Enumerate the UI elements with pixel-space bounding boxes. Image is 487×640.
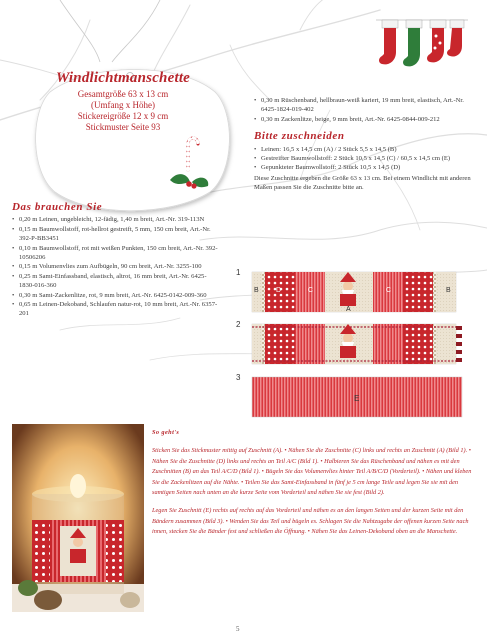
label-a: A <box>346 306 351 313</box>
diagram-step-3 <box>236 373 476 421</box>
tag-line: (Umfang x Höhe) <box>91 100 155 110</box>
list-item: • 0,30 m Zackenlitze, beige, 9 mm breit, Art.-Nr. 6425-0844-009-212 <box>254 115 472 124</box>
cut-list <box>254 145 472 173</box>
tag-line: Stickereigröße 12 x 9 cm <box>77 111 169 121</box>
label-b: B <box>446 287 451 294</box>
diagram-number: 3 <box>236 373 241 382</box>
lantern-photo <box>12 424 144 612</box>
diagram-step-1 <box>236 268 476 316</box>
tag-line: Stickmuster Seite 93 <box>85 122 161 132</box>
materials-list-continued <box>254 96 472 124</box>
list-item: • 0,15 m Baumwollstoff, rot-hellrot gestreift, 5 mm, 150 cm breit, Art.-Nr. 392-P-BB3451 <box>12 225 218 244</box>
materials-list <box>12 215 218 318</box>
tag-line: Gesamtgröße 63 x 13 cm <box>77 89 169 99</box>
list-item: • 0,20 m Leinen, ungebleicht, 12-fädig, 1,40 m breit, Art.-Nr. 319-113N <box>12 215 218 224</box>
label-c: C <box>386 287 392 294</box>
label-c: C <box>308 287 314 294</box>
left-column <box>12 203 218 319</box>
instructions-paragraph: Legen Sie Zuschnitt (E) rechts auf rechts auf das Vorderteil und nähen es an den langen Seiten und der kurzen Seite mit den Bändern zusammen (Bild 3). • Wenden Sie das Teil und bügeln es. Schlagen Sie die Nahtzugabe der offenen kurzen Seite nach innen, stecken Sie die Bänder fest und schließen die Öffnung. • Nähen Sie das Leinen-Dekoband oben an die Manschette. <box>152 507 469 536</box>
list-item: • 0,65 m Leinen-Dekoband, Schlaufen natur-rot, 10 mm breit, Art.-Nr. 6357-201 <box>12 300 218 319</box>
instructions <box>152 428 472 546</box>
list-item: • 0,25 m Samt-Einfassband, elastisch, altrot, 16 mm breit, Art.-Nr. 6425-1830-016-360 <box>12 272 218 291</box>
cut-heading: Bitte zuschneiden <box>254 130 345 143</box>
list-item: • Gepunkteter Baumwollstoff: 2 Stück 10,5 x 14,5 (D) <box>254 163 472 172</box>
cut-note: Diese Zuschnitte ergeben die Größe 63 x 13 cm. Bei einem Windlicht mit anderen Maßen passen Sie die Zuschnitte bitte an. <box>254 174 471 192</box>
instructions-paragraph: Sticken Sie das Stickmuster mittig auf Zuschnitt (A). • Nähen Sie die Zuschnitte (C) links und rechts an Zuschnitt (A) (Bild 1). • Nähen Sie die Zuschnitte (D) links und rechts an Teil A/C (Bild 1). • Halbieren Sie das Rüschenband und nähen es mit den Zuschnitten (B) an das Teil A/C/D (Bild 1). • Bügeln Sie das Volumenvlies hinter Teil A/B/C/D (Vorderteil). • Nähen und kleben Sie die Zackenlitzen auf die Nähte. • Teilen Sie das Samt-Einfassband in fünf je 5 cm lange Teile und legen Sie sie mit den samtigen Seiten nach unten an die kurze Seite vom Vorderteil und nähen Sie sie fest (Bild 2). <box>152 447 472 497</box>
project-title: Windlichtmanschette <box>55 70 191 86</box>
label-e: E <box>354 394 360 403</box>
page-number: 5 <box>236 625 240 633</box>
list-item: • Gestreifter Baumwollstoff: 2 Stück 10,5 x 14,5 (C) / 60,5 x 14,5 cm (E) <box>254 154 472 163</box>
right-column <box>254 96 472 193</box>
tag-text <box>38 70 208 133</box>
label-b: B <box>254 287 259 294</box>
list-item: • Leinen: 16,5 x 14,5 cm (A) / 2 Stück 5,5 x 14,5 (B) <box>254 145 472 154</box>
diagram-step-2 <box>236 320 476 370</box>
needs-heading: Das brauchen Sie <box>12 201 103 213</box>
list-item: • 0,10 m Baumwollstoff, rot mit weißen Punkten, 150 cm breit, Art.-Nr. 392-10506206 <box>12 244 218 263</box>
diagram-number: 2 <box>236 320 241 329</box>
christmas-stockings-icon <box>376 16 468 76</box>
list-item: • 0,30 m Samt-Zackenlitze, rot, 9 mm breit, Art.-Nr. 6425-0142-009-360 <box>12 291 218 300</box>
diagram-number: 1 <box>236 268 241 277</box>
list-item: • 0,30 m Rüschenband, hellbraun-weiß kariert, 19 mm breit, elastisch, Art.-Nr. 6425-1824-019-402 <box>254 96 472 115</box>
label-d: D <box>276 287 282 294</box>
list-item: • 0,15 m Volumenvlies zum Aufbügeln, 90 cm breit, Art.-Nr. 3255-100 <box>12 262 218 271</box>
instructions-heading: So geht's <box>152 429 180 436</box>
